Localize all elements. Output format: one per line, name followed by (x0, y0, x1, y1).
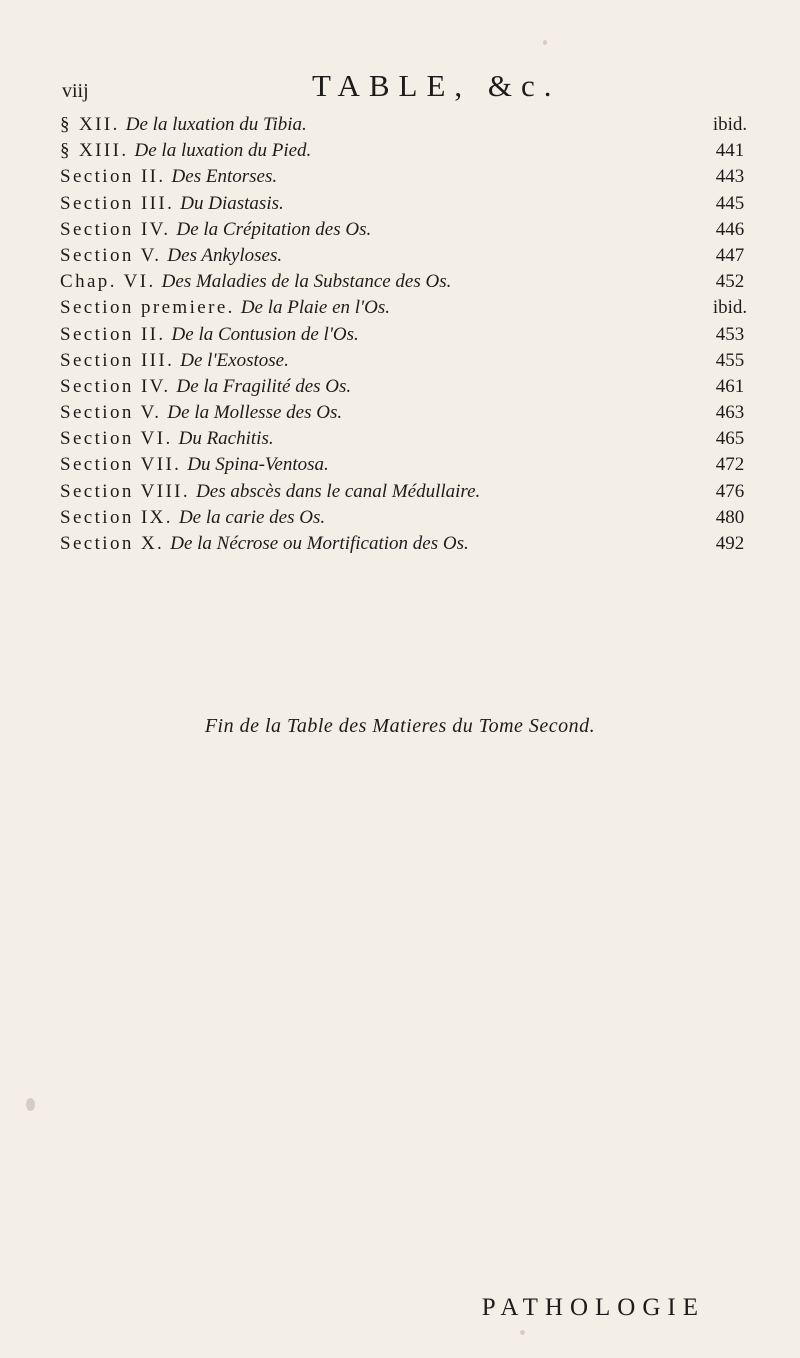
toc-entry-label: Section V. (60, 402, 162, 424)
toc-entry (60, 479, 760, 505)
page-folio: viij (62, 80, 89, 102)
toc-entry-label: Chap. VI. (60, 271, 156, 293)
page-header (62, 62, 742, 110)
toc-entry-title: Des Maladies de la Substance des Os. (161, 271, 452, 293)
toc-entry-title: De la Crépitation des Os. (176, 218, 372, 240)
paper-stain (520, 1330, 525, 1335)
toc-entry-page: 472 (715, 454, 745, 476)
toc-entry (60, 217, 760, 243)
toc-entry-label: Section VII. (60, 454, 182, 476)
toc-entry-page: 480 (715, 506, 745, 528)
toc-entry-label: Section IX. (60, 506, 173, 528)
toc-entry-title: Du Diastasis. (180, 192, 284, 214)
toc-entry (60, 112, 760, 138)
toc-entry (60, 505, 760, 531)
toc-entry (60, 426, 760, 452)
end-note: Fin de la Table des Matieres du Tome Second. (204, 715, 596, 737)
toc-entry-page: 446 (715, 218, 745, 240)
toc-entry-page: 455 (715, 349, 745, 371)
toc-entry-label: § XIII. (60, 140, 129, 162)
toc-entry-label: Section IV. (60, 218, 171, 240)
toc-entry-title: De la carie des Os. (178, 506, 326, 528)
catchword: PATHOLOGIE (481, 1294, 705, 1321)
paper-stain (26, 1098, 35, 1111)
toc-entry-label: Section II. (60, 323, 166, 345)
toc-entry (60, 322, 760, 348)
toc-entry-label: Section VIII. (60, 480, 191, 502)
toc-entry-title: Des Ankyloses. (167, 244, 283, 266)
toc-entry-title: Du Spina-Ventosa. (187, 454, 329, 476)
toc-entry-page: 465 (715, 428, 745, 450)
toc-entry-label: Section III. (60, 349, 175, 371)
toc-entry-page: 492 (715, 533, 745, 554)
running-head: TABLE, &c. (312, 68, 561, 103)
table-of-contents (60, 112, 760, 557)
toc-entry (60, 400, 760, 426)
toc-entry-title: De la Mollesse des Os. (167, 402, 343, 424)
toc-entry (60, 452, 760, 478)
toc-entry (60, 295, 760, 321)
toc-entry (60, 269, 760, 295)
paper-stain (543, 40, 547, 45)
toc-entry-page: 463 (715, 402, 745, 424)
toc-entry-title: Des Entorses. (171, 166, 278, 188)
toc-entry (60, 348, 760, 374)
toc-entry-title: Des abscès dans le canal Médullaire. (196, 480, 481, 502)
toc-entry (60, 138, 760, 164)
toc-entry-page: 447 (715, 244, 745, 266)
toc-entry-label: Section premiere. (60, 297, 235, 319)
toc-entry-page: 445 (715, 192, 745, 214)
toc-entry (60, 374, 760, 400)
toc-entry-label: Section V. (60, 244, 162, 266)
toc-entry-label: Section II. (60, 166, 166, 188)
toc-entry-title: De l'Exostose. (180, 349, 289, 371)
toc-entry-title: De la Fragilité des Os. (176, 375, 352, 397)
toc-entry-title: De la luxation du Pied. (134, 140, 312, 162)
toc-entry-page: ibid. (712, 114, 748, 135)
toc-entry-page: ibid. (712, 297, 748, 319)
toc-entry-label: § XII. (60, 114, 120, 135)
toc-entry (60, 164, 760, 190)
toc-entry (60, 191, 760, 217)
toc-entry-page: 476 (715, 480, 745, 502)
toc-entry (60, 243, 760, 269)
toc-entry (60, 531, 760, 557)
toc-entry-title: De la Contusion de l'Os. (171, 323, 359, 345)
toc-entry-page: 443 (715, 166, 745, 188)
toc-entry-label: Section III. (60, 192, 175, 214)
toc-entry-page: 461 (715, 375, 745, 397)
toc-entry-page: 453 (715, 323, 745, 345)
toc-entry-title: De la Nécrose ou Mortification des Os. (170, 533, 469, 554)
toc-entry-page: 441 (715, 140, 745, 162)
toc-entry-page: 452 (715, 271, 745, 293)
toc-entry-title: Du Rachitis. (178, 428, 274, 450)
toc-entry-title: De la luxation du Tibia. (125, 114, 307, 135)
toc-entry-label: Section X. (60, 533, 165, 554)
toc-entry-label: Section VI. (60, 428, 173, 450)
toc-entry-label: Section IV. (60, 375, 171, 397)
toc-entry-title: De la Plaie en l'Os. (240, 297, 390, 319)
